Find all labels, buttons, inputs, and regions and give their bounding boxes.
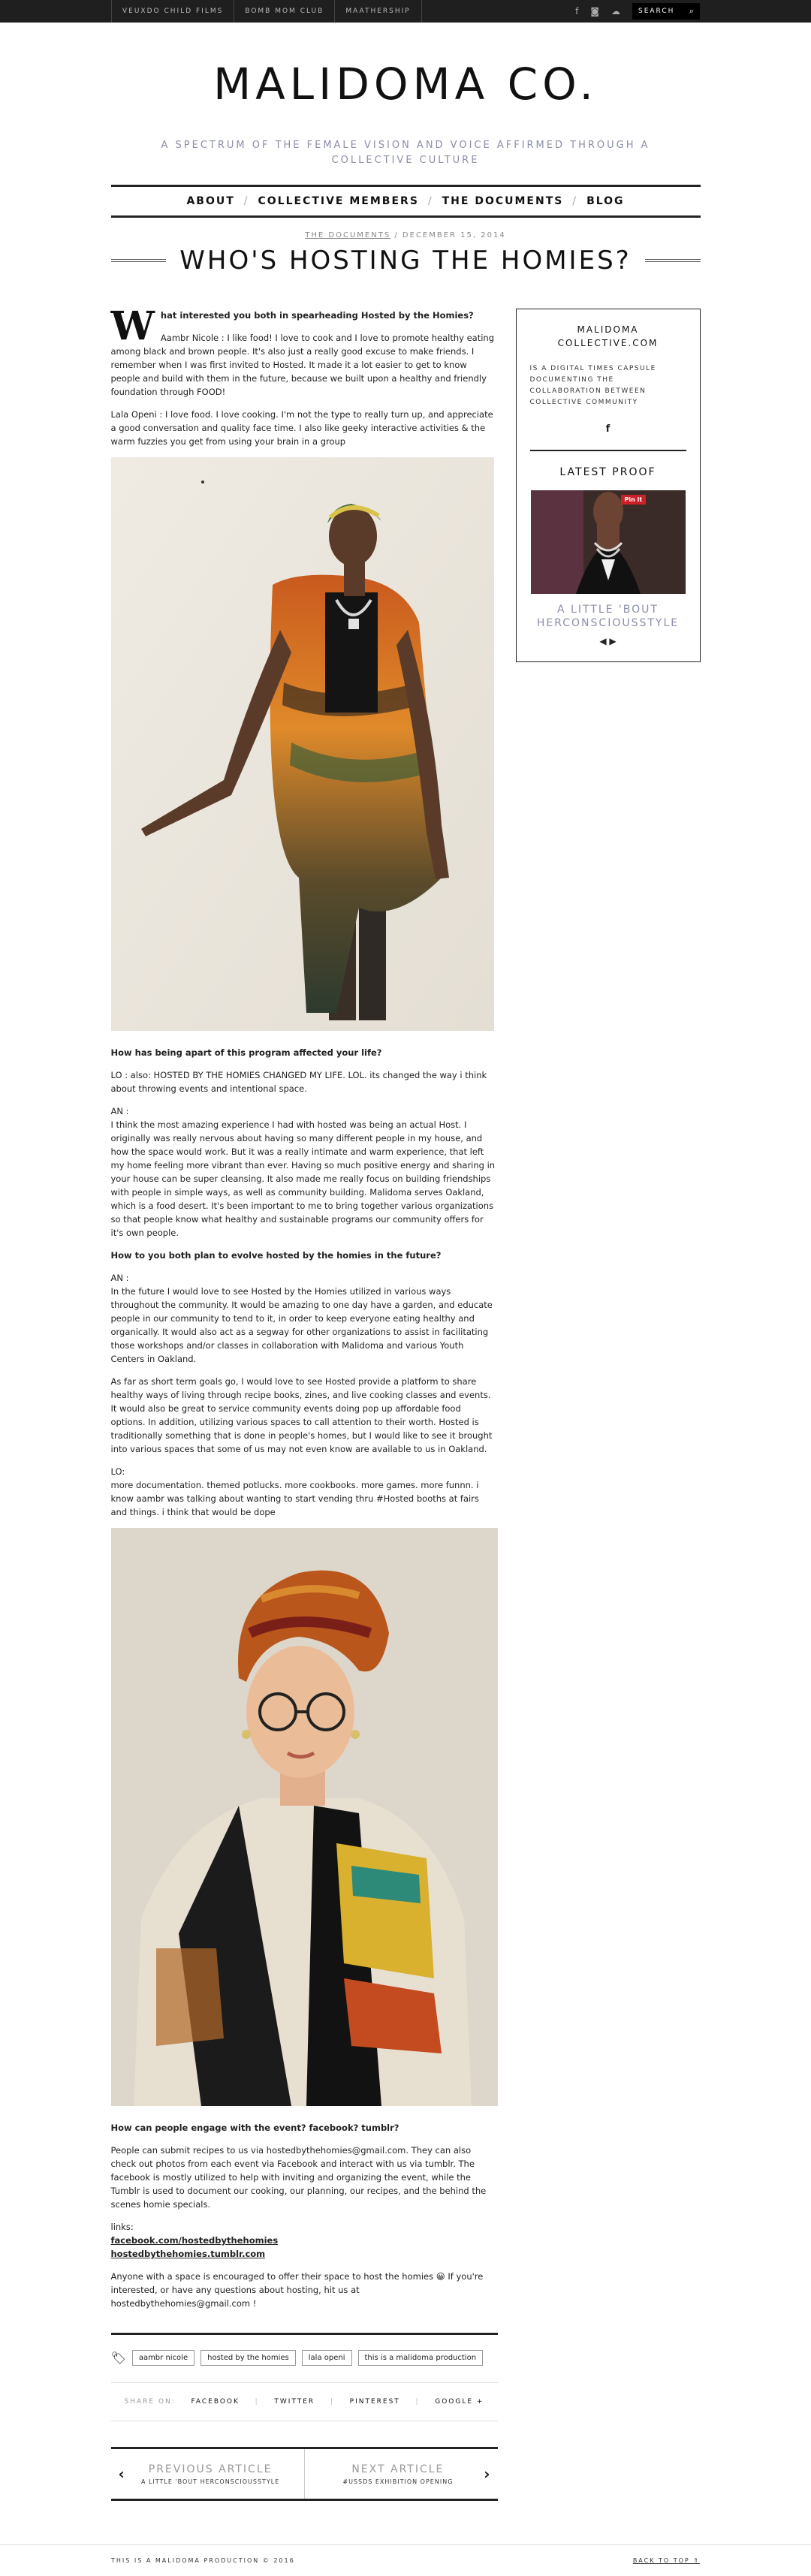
search-box[interactable] [632,3,700,20]
next-article[interactable] [305,2449,498,2499]
post-pager [111,2447,498,2501]
latest-proof-title: LATEST PROOF [559,466,656,478]
meta-separator: / [394,231,402,240]
tag-aambr-nicole[interactable]: aambr nicole [132,2350,194,2366]
answer-4: People can submit recipes to us via hostedbythehomies@gmail.com. They can also check out photos from each event via Facebook and interact with us via tumblr. The facebook is mostly utilized to help with inviting and organizing the event, while the Tumblr is used to document our cooking, our planning, our recipes, and the behind the scenes homie specials. [110,2145,487,2210]
soundcloud-icon[interactable]: ☁ [611,6,620,17]
question-2: How has being apart of this program affected your life? [110,1047,382,1058]
share-pinterest[interactable]: PINTEREST [349,2398,400,2406]
footer [0,2544,811,2576]
answer-2b-label: AN : [110,1106,129,1116]
nav-separator: / [243,195,249,207]
portrait-2-illustration [111,1528,498,2106]
post-body [110,303,498,2310]
answer-3c-label: LO: [110,1466,125,1477]
next-article-text [312,2463,484,2485]
previous-article[interactable] [111,2449,305,2499]
instagram-icon[interactable]: ◙ [590,6,599,17]
latest-proof-image[interactable] [531,490,686,594]
post-title: WHO'S HOSTING THE HOMIES? [179,246,632,276]
top-link-veuxdo[interactable]: VEUXDO CHILD FILMS [111,0,234,23]
nav-item-collective-members[interactable]: COLLECTIVE MEMBERS [258,195,419,207]
chevron-right-icon[interactable]: ▶ [609,636,617,646]
tag-lala-openi[interactable]: lala openi [302,2350,352,2366]
top-links [111,0,422,23]
answer-3b: As far as short term goals go, I would love to see Hosted provide a platform to share healthy ways of living through recipe books, zines, and live cooking classes and events. It would also be great to service community events doing pop up affordable food options. In addition, utilizing various spaces to call attention to their worth. Hosted is traditionally something that is done in people's homes, but I would like to see it brought into various spaces that some of us may not even know are available to us in Oakland. [110,1376,493,1454]
facebook-icon[interactable]: f [605,423,611,435]
answer-3-label: AN : [110,1273,129,1283]
title-rule-right [645,259,701,262]
nav-item-blog[interactable]: BLOG [586,195,625,207]
latest-proof-illustration [531,490,686,594]
share-label: SHARE ON: [124,2398,176,2406]
answer-2b: I think the most amazing experience I had with hosted was being an actual Host. I originally was really nervous about having so many different people in my house, and how the space would work. But it was a really intimate and warm experience, that left my home feeling more vibrant than ever. Having so much positive energy and sharing in your house can be super cleansing. It also made me really focus on building friendships with people in simple ways, as well as community building. Malidoma serves Oakland, which is a food desert. It's been important to me to bring together various organizations so that people know what healthy and sustainable programs our community offers for it's own people. [110,1119,496,1238]
sidebar-divider [530,450,686,451]
top-right [575,0,700,23]
tagline: A SPECTRUM OF THE FEMALE VISION AND VOICE AFFIRMED THROUGH A COLLECTIVE CULTURE [161,140,650,166]
sidebar-title: MALIDOMA COLLECTIVE.COM [557,324,659,348]
nav-separator: / [572,195,578,207]
main-column [110,303,498,2501]
nav-separator: / [427,195,433,207]
answer-5: Anyone with a space is encouraged to offer their space to host the homies 😀 If you're interested, or have any questions about hosting, hit us at hostedbythehomies@gmail.com ! [110,2271,484,2309]
facebook-link[interactable]: facebook.com/hostedbythehomies [110,2235,279,2246]
sidebar-description: IS A DIGITAL TIMES CAPSULE DOCUMENTING THE COLLABORATION BETWEEN COLLECTIVE COMMUNITY [529,365,656,406]
tag-malidoma-production[interactable]: this is a malidoma production [358,2350,484,2366]
question-1: hat interested you both in spearheading Hosted by the Homies? [160,310,474,321]
top-link-maathership[interactable]: MAATHERSHIP [335,0,421,23]
answer-1b: Lala Openi : I love food. I love cooking. I'm not the type to really turn up, and appreciate a good conversation and quality face time. I also like geeky interactive activities & the warm fuzzies you get from using your brain in a group [110,409,493,447]
pin-it-button[interactable]: Pin it [621,495,647,505]
next-title: #USSDS EXHIBITION OPENING [342,2478,454,2485]
share-google-plus[interactable]: GOOGLE + [435,2398,484,2406]
post-date: DECEMBER 15, 2014 [402,231,506,240]
top-link-bomb-mom-club[interactable]: BOMB MOM CLUB [234,0,335,23]
chevron-right-icon: › [484,2465,490,2483]
previous-label: PREVIOUS ARTICLE [148,2463,273,2475]
photo-lala-openi [111,457,494,1031]
previous-article-text [125,2463,297,2485]
content-container [110,303,701,2501]
chevron-left-icon[interactable]: ◀ [599,636,607,646]
nav-item-about[interactable]: ABOUT [186,195,235,207]
latest-proof-arrows [530,636,686,646]
next-label: NEXT ARTICLE [351,2463,445,2475]
answer-2: LO : also: HOSTED BY THE HOMIES CHANGED MY LIFE. LOL. its changed the way i think about throwing events and intentional space. [110,1070,487,1094]
nav-item-the-documents[interactable]: THE DOCUMENTS [442,195,564,207]
question-3: How to you both plan to evolve hosted by the homies in the future? [110,1250,442,1261]
post-category[interactable]: THE DOCUMENTS [305,231,391,240]
search-icon[interactable]: ⌕ [689,6,694,16]
answer-3c: more documentation. themed potlucks. more cookbooks. more games. more funnn. i know aambr was talking about wanting to start vending thru #Hosted booths at fairs and things. i think that would be dope [110,1480,479,1517]
main-nav [111,185,701,218]
top-bar [0,0,811,23]
search-label: SEARCH [638,8,675,15]
photo-aambr-nicole [111,1528,498,2106]
tag-hosted-by-the-homies[interactable]: hosted by the homies [200,2350,296,2366]
drop-cap: W [110,303,155,349]
answer-3: In the future I would love to see Hosted by the Homies utilized in various ways throughout the community. It would be amazing to one day have a garden, and educate people in our community to tend to it, in order to keep everyone eating healthy and organically. It would also act as a segway for other organizations to assist in facilitating those workshops and/or classes in collaboration with Malidoma and various Youth Centers in Oakland. [110,1286,493,1364]
sidebar [516,309,701,662]
share-bar [111,2383,498,2421]
question-4: How can people engage with the event? facebook? tumblr? [110,2123,399,2133]
share-separator: | [255,2398,259,2406]
answer-1: Aambr Nicole : I like food! I love to cook and I love to promote healthy eating among black and brown people. It's also just a really good excuse to make friends. I remember when I was first invited to Hosted. It made it a lot easier to get to know people and build with them in the future, because we built upon a healthy and friendly foundation through FOOD! [110,333,495,397]
post-meta [0,231,811,240]
share-separator: | [415,2398,420,2406]
previous-title: A LITTLE 'BOUT HERCONSCIOUSSTYLE [140,2478,280,2485]
site-logo[interactable]: MALIDOMA CO. [213,59,598,110]
chevron-left-icon: ‹ [118,2465,125,2483]
tumblr-link[interactable]: hostedbythehomies.tumblr.com [110,2249,266,2259]
facebook-icon[interactable]: f [575,6,579,17]
post-title-row [111,246,701,276]
share-twitter[interactable]: TWITTER [274,2398,315,2406]
share-facebook[interactable]: FACEBOOK [191,2398,240,2406]
footer-copyright: THIS IS A MALIDOMA PRODUCTION © 2016 [111,2557,295,2564]
back-to-top-link[interactable]: BACK TO TOP ⇑ [632,2557,700,2564]
tag-icon: 🏷 [110,2351,126,2365]
share-separator: | [330,2398,334,2406]
latest-proof-caption[interactable]: A LITTLE 'BOUT HERCONSCIOUSSTYLE [536,604,680,629]
portrait-1-illustration [111,457,494,1031]
links-label: links: [110,2222,134,2232]
tag-list [111,2333,498,2366]
title-rule-left [111,259,167,262]
